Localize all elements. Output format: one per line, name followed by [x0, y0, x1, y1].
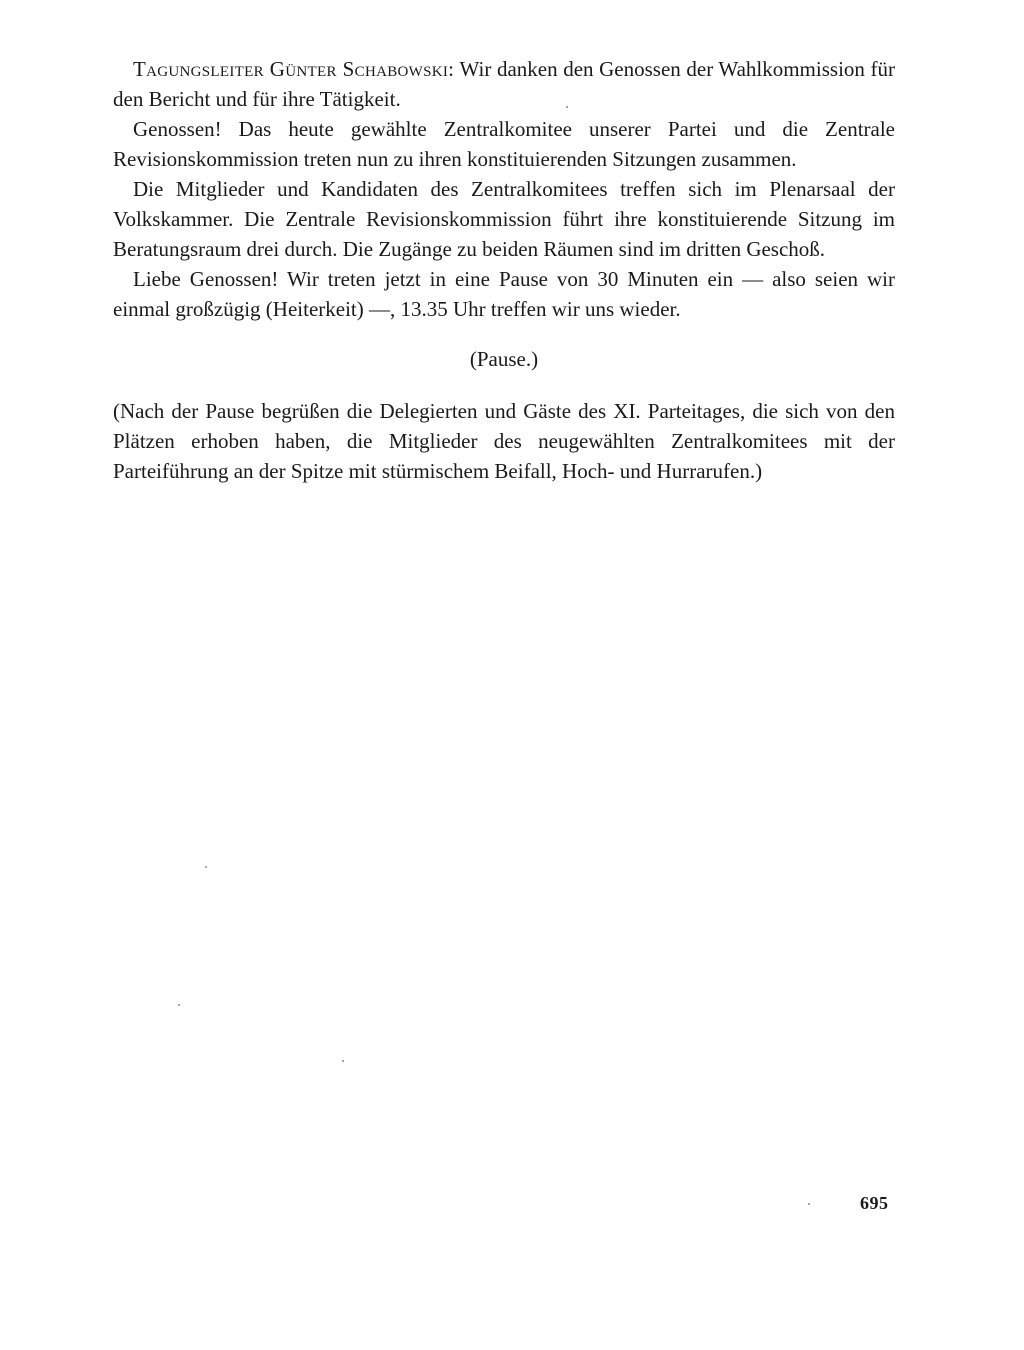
scan-speck [808, 1203, 810, 1205]
closing-note: (Nach der Pause begrüßen die Delegierten und Gäste des XI. Parteitages, die sich von den Plätzen erhoben haben, die Mitglieder des neugewählten Zentralkomitees mit der Parteiführung an der Spitze mit stürmischem Beifall, Hoch- und Hurrarufen.) [113, 399, 895, 483]
scan-speck [342, 1060, 344, 1062]
scan-speck [566, 106, 568, 108]
pause-note: (Pause.) [469, 347, 539, 371]
scan-speck [178, 1004, 180, 1006]
scan-speck [205, 866, 207, 868]
paragraph: Liebe Genossen! Wir treten jetzt in eine Pause von 30 Minuten ein — also seien wir einmal großzügig (Heiterkeit) —, 13.35 Uhr treffen wir uns wieder. [113, 267, 895, 321]
paragraph: Die Mitglieder und Kandidaten des Zentralkomitees treffen sich im Plenarsaal der Volkskammer. Die Zentrale Revisionskommission führt ihre konstituierende Sitzung im Beratungsraum drei durch. Die Zugänge zu beiden Räumen sind im dritten Geschoß. [113, 177, 895, 261]
paragraph-text: Wir danken den Genossen der Wahlkommission für den Bericht und für ihre Tätigkeit. [113, 57, 896, 111]
transcript-body [113, 54, 895, 486]
page-number: 695 [860, 1193, 889, 1213]
paragraph: Genossen! Das heute gewählte Zentralkomitee unserer Partei und die Zentrale Revisionskommission treten nun zu ihren konstituierenden Sitzungen zusammen. [113, 117, 895, 171]
speaker-label: Tagungsleiter Günter Schabowski: [133, 57, 455, 81]
speaker-paragraph [113, 54, 895, 114]
